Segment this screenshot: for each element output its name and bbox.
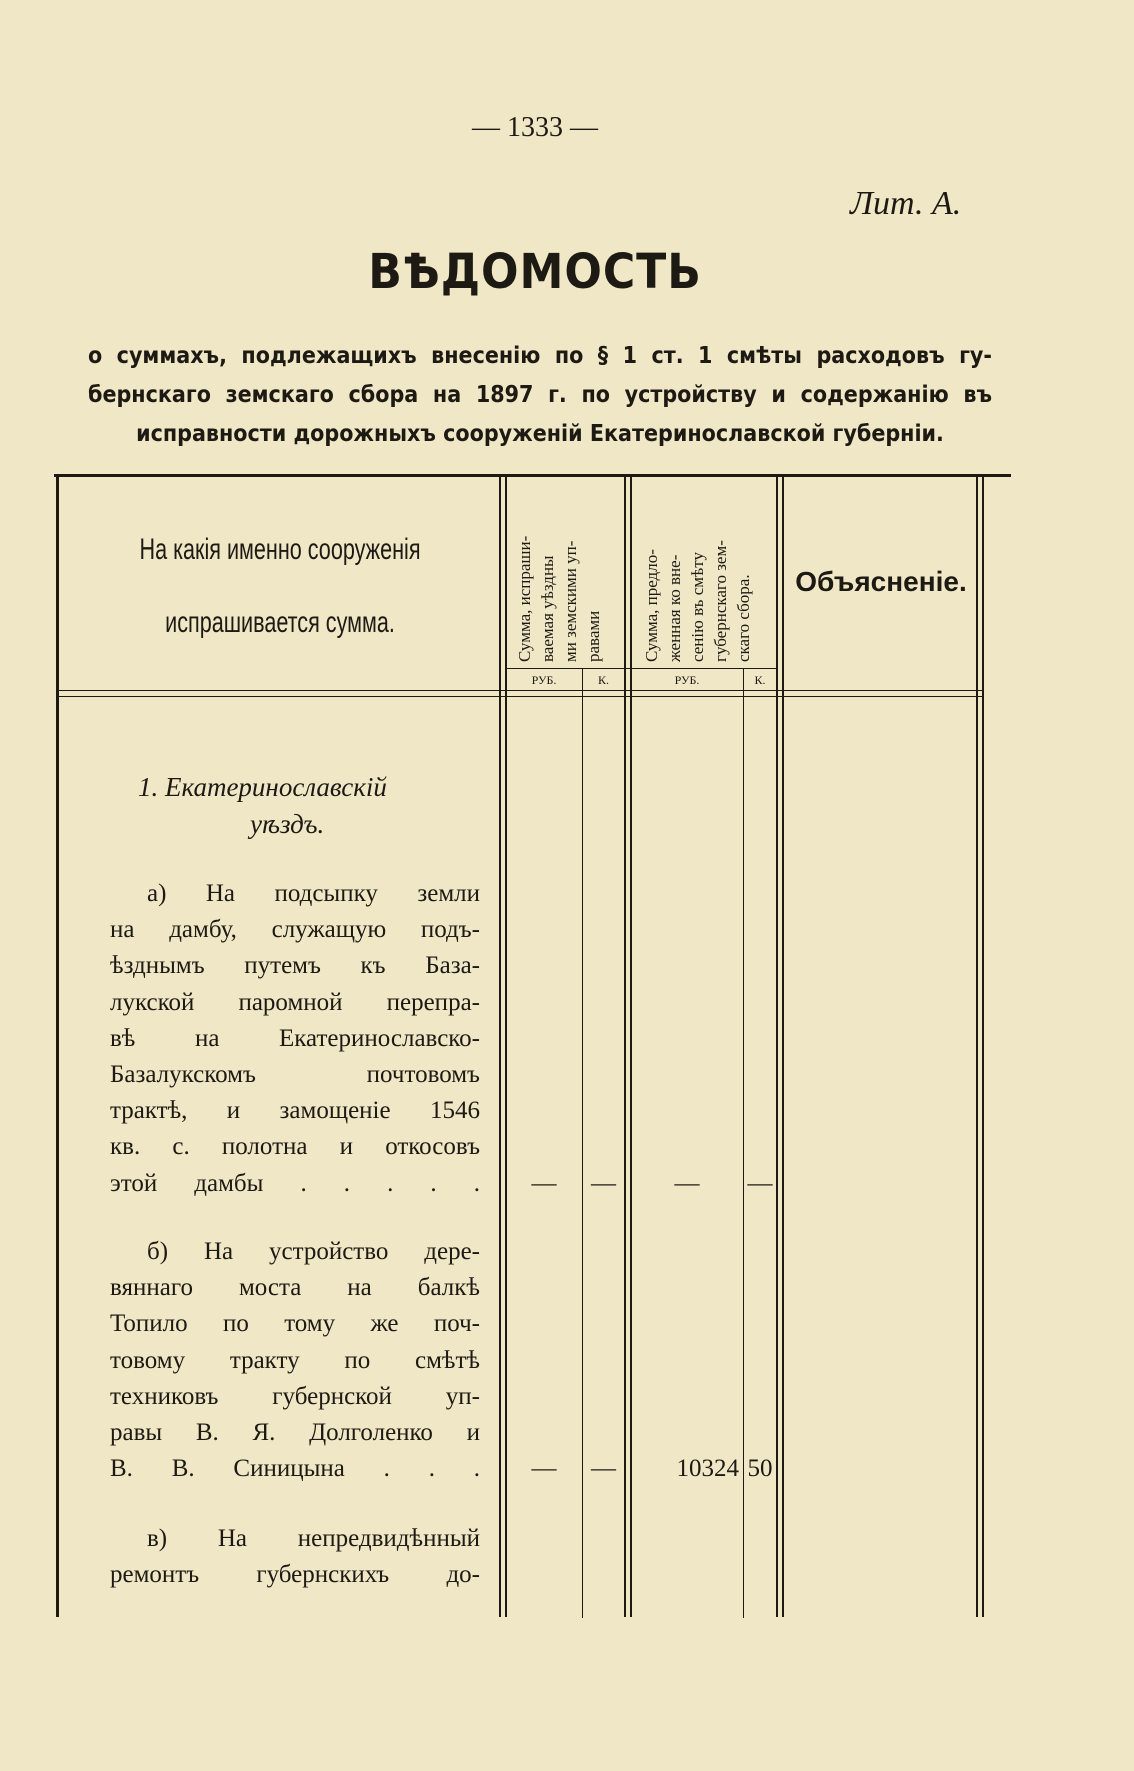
value-requested-rub: —: [531, 1455, 557, 1483]
item-text-line: ѣзднымъ путемъ къ База-: [110, 952, 480, 980]
column-divider: [776, 477, 778, 1617]
unit-kop: К.: [597, 673, 609, 687]
item-text-line: трактѣ, и замощеніе 1546: [110, 1097, 480, 1125]
document-title: ВѢДОМОСТЬ: [368, 244, 702, 300]
item-text-line: этой дамбы . . . . .: [110, 1169, 480, 1197]
item-text-line: ремонтъ губернскихъ до-: [110, 1561, 480, 1589]
header-requested-sum: [513, 484, 605, 662]
column-divider: [499, 477, 501, 1617]
column-divider: [782, 477, 784, 1617]
unit-rub: РУБ.: [531, 673, 557, 687]
value-requested-rub: —: [531, 1169, 557, 1197]
header-structures: испрашивается сумма.: [165, 606, 395, 639]
item-text-line: а) На подсыпку земли: [147, 880, 480, 907]
item-text-line: лукской паромной перепра-: [110, 988, 480, 1016]
column-divider: [505, 477, 507, 1617]
unit-rule: [506, 668, 777, 669]
page-number: — 1333 —: [472, 112, 598, 143]
item-text-line: товому тракту по смѣтѣ: [110, 1346, 480, 1374]
value-proposed-rub: 10324: [676, 1455, 739, 1483]
item-text-line: Базалукскомъ почтовомъ: [110, 1061, 480, 1088]
section-title: уѣздъ.: [250, 809, 325, 839]
item-text-line: техниковъ губернской уп-: [110, 1382, 480, 1410]
header-rule: [56, 690, 983, 691]
value-proposed-kop: 50: [747, 1455, 773, 1483]
header-structures: На какія именно сооруженія: [139, 533, 421, 566]
column-divider: [630, 477, 632, 1617]
value-proposed-kop: —: [747, 1169, 773, 1197]
subtitle-line: о суммахъ, подлежащихъ внесенію по § 1 ст. 1 смѣты расходовъ гу-: [88, 343, 992, 369]
column-divider: [624, 477, 626, 1617]
header-requested-sum-text: Сумма, испраши- ваемая уѣздны ми земскими уп- равами: [515, 535, 603, 662]
header-rule: [56, 696, 983, 697]
column-divider: [976, 477, 978, 1617]
item-text-line: на дамбу, служащую подъ-: [110, 916, 480, 944]
literal-label: Лит. А.: [850, 185, 962, 222]
top-rule: [54, 474, 1011, 477]
unit-rub: РУБ.: [674, 673, 700, 687]
header-proposed-sum-text: Сумма, предло- женная ко вне- сенію въ смѣту губернскаго зем- скаго сбора.: [642, 540, 753, 662]
header-explanation: Объясненіе.: [795, 566, 967, 597]
subtitle-line: исправности дорожныхъ сооруженій Екатеринославской губерніи.: [136, 421, 944, 447]
column-divider: [982, 477, 984, 1617]
item-text-line: вяннаго моста на балкѣ: [110, 1274, 480, 1302]
item-text-line: равы В. Я. Долголенко и: [110, 1419, 480, 1446]
unit-kop: К.: [754, 673, 766, 687]
item-text-line: Топило по тому же поч-: [110, 1310, 480, 1338]
item-text-line: в) На непредвидѣнный: [147, 1525, 480, 1552]
section-title: 1. Екатеринославскій: [138, 772, 387, 802]
item-text-line: кв. с. полотна и откосовъ: [110, 1133, 480, 1161]
subtitle-line: бернскаго земскаго сбора на 1897 г. по устройству и содержанію въ: [88, 382, 992, 408]
item-text-line: б) На устройство дере-: [147, 1238, 480, 1265]
value-requested-kop: —: [591, 1169, 616, 1197]
header-proposed-sum: [640, 484, 755, 662]
column-divider: [56, 477, 59, 1617]
item-text-line: вѣ на Екатеринославско-: [110, 1024, 480, 1052]
value-proposed-rub: —: [674, 1169, 700, 1197]
value-requested-kop: —: [591, 1455, 616, 1483]
item-text-line: В. В. Синицына . . .: [110, 1455, 480, 1483]
